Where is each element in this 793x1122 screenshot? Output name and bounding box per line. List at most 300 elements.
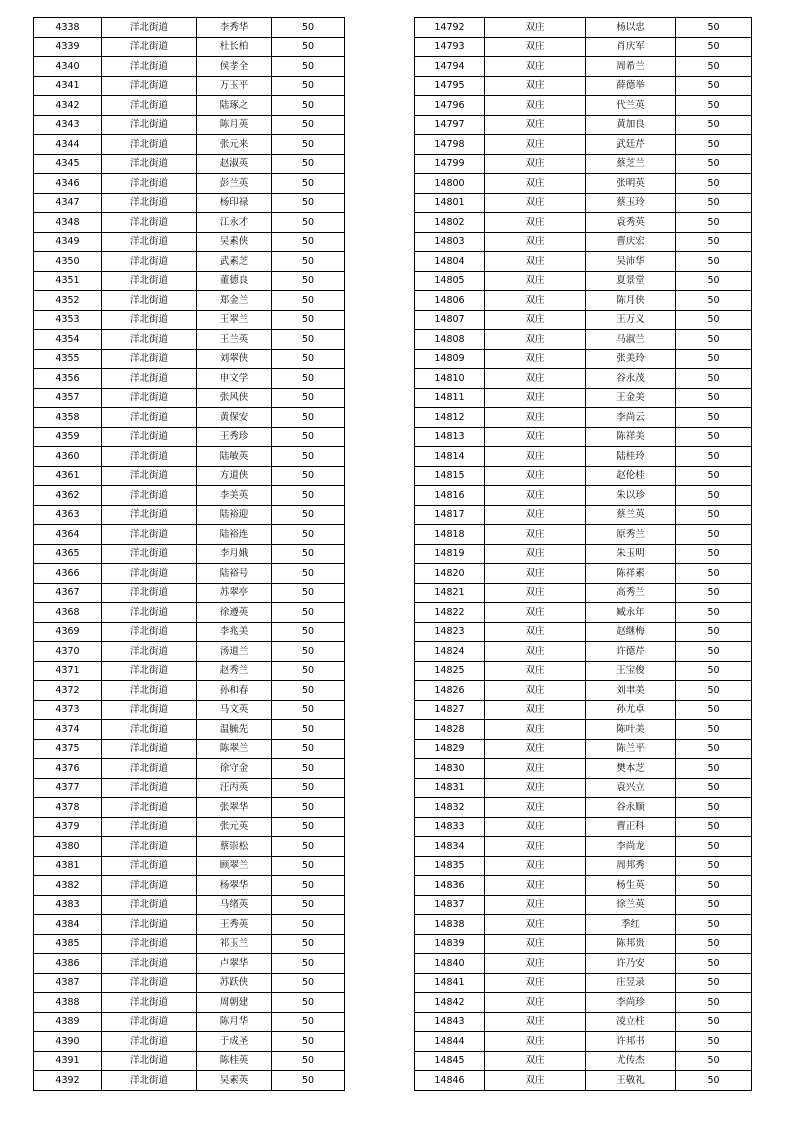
location-cell: 洋北街道	[102, 466, 197, 486]
name-cell: 徐遵英	[197, 603, 272, 623]
name-cell: 徐守金	[197, 759, 272, 779]
serial-cell: 4349	[34, 232, 102, 252]
serial-cell: 4390	[34, 1032, 102, 1052]
table-row	[415, 915, 752, 935]
serial-cell: 4386	[34, 954, 102, 974]
location-cell: 双庄	[485, 681, 586, 701]
table-row	[34, 603, 345, 623]
amount-cell: 50	[676, 174, 752, 194]
serial-cell: 14799	[415, 154, 485, 174]
location-cell: 洋北街道	[102, 115, 197, 135]
table-row	[34, 408, 345, 428]
serial-cell: 4384	[34, 915, 102, 935]
location-cell: 双庄	[485, 583, 586, 603]
name-cell: 张风侠	[197, 388, 272, 408]
amount-cell: 50	[676, 18, 752, 38]
table-row	[34, 486, 345, 506]
amount-cell: 50	[272, 115, 345, 135]
name-cell: 王宝俊	[586, 661, 676, 681]
table-row	[415, 37, 752, 57]
location-cell: 洋北街道	[102, 837, 197, 857]
amount-cell: 50	[272, 739, 345, 759]
table-row	[415, 505, 752, 525]
amount-cell: 50	[272, 915, 345, 935]
table-row	[415, 973, 752, 993]
location-cell: 双庄	[485, 876, 586, 896]
amount-cell: 50	[272, 798, 345, 818]
serial-cell: 4389	[34, 1012, 102, 1032]
location-cell: 双庄	[485, 856, 586, 876]
name-cell: 董德良	[197, 271, 272, 291]
amount-cell: 50	[676, 213, 752, 233]
name-cell: 马绪英	[197, 895, 272, 915]
name-cell: 陈月英	[197, 115, 272, 135]
table-row	[34, 798, 345, 818]
table-row	[415, 583, 752, 603]
table-row	[415, 642, 752, 662]
name-cell: 武素芝	[197, 252, 272, 272]
serial-cell: 4383	[34, 895, 102, 915]
location-cell: 双庄	[485, 837, 586, 857]
table-row	[415, 135, 752, 155]
name-cell: 季红	[586, 915, 676, 935]
amount-cell: 50	[272, 57, 345, 77]
table-row	[34, 57, 345, 77]
location-cell: 双庄	[485, 973, 586, 993]
location-cell: 双庄	[485, 57, 586, 77]
location-cell: 双庄	[485, 18, 586, 38]
amount-cell: 50	[272, 583, 345, 603]
amount-cell: 50	[676, 837, 752, 857]
table-row	[415, 895, 752, 915]
name-cell: 苏翠亭	[197, 583, 272, 603]
amount-cell: 50	[272, 427, 345, 447]
name-cell: 周朝建	[197, 993, 272, 1013]
name-cell: 卢翠华	[197, 954, 272, 974]
table-row	[34, 232, 345, 252]
name-cell: 蔡崇松	[197, 837, 272, 857]
location-cell: 双庄	[485, 720, 586, 740]
amount-cell: 50	[272, 330, 345, 350]
amount-cell: 50	[676, 193, 752, 213]
table-row	[34, 310, 345, 330]
location-cell: 双庄	[485, 427, 586, 447]
name-cell: 侯孝全	[197, 57, 272, 77]
location-cell: 洋北街道	[102, 252, 197, 272]
amount-cell: 50	[676, 76, 752, 96]
table-row	[415, 447, 752, 467]
name-cell: 赵继梅	[586, 622, 676, 642]
amount-cell: 50	[676, 876, 752, 896]
serial-cell: 4362	[34, 486, 102, 506]
location-cell: 洋北街道	[102, 759, 197, 779]
serial-cell: 14826	[415, 681, 485, 701]
amount-cell: 50	[676, 603, 752, 623]
amount-cell: 50	[272, 369, 345, 389]
serial-cell: 14809	[415, 349, 485, 369]
name-cell: 蔡兰英	[586, 505, 676, 525]
amount-cell: 50	[272, 388, 345, 408]
serial-cell: 4348	[34, 213, 102, 233]
serial-cell: 14824	[415, 642, 485, 662]
location-cell: 洋北街道	[102, 525, 197, 545]
amount-cell: 50	[676, 388, 752, 408]
amount-cell: 50	[676, 135, 752, 155]
name-cell: 汪丙英	[197, 778, 272, 798]
table-row	[34, 934, 345, 954]
name-cell: 许德芹	[586, 642, 676, 662]
name-cell: 温毓先	[197, 720, 272, 740]
table-row	[415, 544, 752, 564]
serial-cell: 4377	[34, 778, 102, 798]
amount-cell: 50	[676, 447, 752, 467]
location-cell: 洋北街道	[102, 915, 197, 935]
serial-cell: 14845	[415, 1051, 485, 1071]
table-row	[34, 18, 345, 38]
serial-cell: 14837	[415, 895, 485, 915]
location-cell: 洋北街道	[102, 720, 197, 740]
location-cell: 洋北街道	[102, 583, 197, 603]
location-cell: 双庄	[485, 603, 586, 623]
location-cell: 洋北街道	[102, 993, 197, 1013]
amount-cell: 50	[272, 564, 345, 584]
location-cell: 双庄	[485, 661, 586, 681]
name-cell: 夏景堂	[586, 271, 676, 291]
location-cell: 洋北街道	[102, 388, 197, 408]
name-cell: 李兆美	[197, 622, 272, 642]
serial-cell: 14807	[415, 310, 485, 330]
name-cell: 杜长柏	[197, 37, 272, 57]
serial-cell: 14832	[415, 798, 485, 818]
location-cell: 洋北街道	[102, 505, 197, 525]
table-row	[34, 349, 345, 369]
amount-cell: 50	[272, 271, 345, 291]
table-row	[34, 993, 345, 1013]
roster-table-right-body	[415, 18, 752, 1091]
serial-cell: 14821	[415, 583, 485, 603]
name-cell: 庄昱录	[586, 973, 676, 993]
location-cell: 双庄	[485, 291, 586, 311]
amount-cell: 50	[272, 213, 345, 233]
amount-cell: 50	[676, 369, 752, 389]
amount-cell: 50	[272, 720, 345, 740]
serial-cell: 4357	[34, 388, 102, 408]
amount-cell: 50	[676, 525, 752, 545]
amount-cell: 50	[272, 934, 345, 954]
amount-cell: 50	[272, 291, 345, 311]
amount-cell: 50	[272, 700, 345, 720]
serial-cell: 4387	[34, 973, 102, 993]
amount-cell: 50	[676, 1071, 752, 1091]
location-cell: 双庄	[485, 330, 586, 350]
table-row	[34, 622, 345, 642]
table-row	[415, 720, 752, 740]
serial-cell: 4364	[34, 525, 102, 545]
location-cell: 双庄	[485, 954, 586, 974]
name-cell: 黄加良	[586, 115, 676, 135]
table-row	[415, 1051, 752, 1071]
serial-cell: 14793	[415, 37, 485, 57]
name-cell: 赵淑英	[197, 154, 272, 174]
table-row	[34, 213, 345, 233]
name-cell: 陈叶美	[586, 720, 676, 740]
location-cell: 双庄	[485, 817, 586, 837]
table-row	[34, 895, 345, 915]
amount-cell: 50	[272, 622, 345, 642]
table-row	[34, 915, 345, 935]
name-cell: 陈祥美	[586, 427, 676, 447]
table-row	[34, 1012, 345, 1032]
table-row	[34, 447, 345, 467]
location-cell: 洋北街道	[102, 973, 197, 993]
amount-cell: 50	[676, 622, 752, 642]
amount-cell: 50	[272, 135, 345, 155]
name-cell: 谷永茂	[586, 369, 676, 389]
amount-cell: 50	[676, 57, 752, 77]
serial-cell: 14842	[415, 993, 485, 1013]
name-cell: 陆裕迎	[197, 505, 272, 525]
table-row	[34, 856, 345, 876]
name-cell: 张翠华	[197, 798, 272, 818]
name-cell: 孙和春	[197, 681, 272, 701]
serial-cell: 4365	[34, 544, 102, 564]
amount-cell: 50	[676, 291, 752, 311]
name-cell: 王秀珍	[197, 427, 272, 447]
amount-cell: 50	[272, 174, 345, 194]
name-cell: 江永才	[197, 213, 272, 233]
serial-cell: 14814	[415, 447, 485, 467]
amount-cell: 50	[676, 583, 752, 603]
amount-cell: 50	[272, 544, 345, 564]
name-cell: 张明英	[586, 174, 676, 194]
amount-cell: 50	[272, 1051, 345, 1071]
amount-cell: 50	[272, 1032, 345, 1052]
location-cell: 双庄	[485, 915, 586, 935]
name-cell: 李尚龙	[586, 837, 676, 857]
amount-cell: 50	[272, 486, 345, 506]
table-row	[415, 213, 752, 233]
table-row	[34, 291, 345, 311]
serial-cell: 14839	[415, 934, 485, 954]
amount-cell: 50	[676, 720, 752, 740]
table-row	[415, 856, 752, 876]
name-cell: 申文学	[197, 369, 272, 389]
name-cell: 周希兰	[586, 57, 676, 77]
table-row	[34, 115, 345, 135]
serial-cell: 4345	[34, 154, 102, 174]
serial-cell: 4347	[34, 193, 102, 213]
table-row	[415, 76, 752, 96]
name-cell: 原秀兰	[586, 525, 676, 545]
location-cell: 洋北街道	[102, 213, 197, 233]
table-row	[34, 1071, 345, 1091]
table-row	[415, 700, 752, 720]
name-cell: 陆桂玲	[586, 447, 676, 467]
amount-cell: 50	[272, 954, 345, 974]
name-cell: 陆裕号	[197, 564, 272, 584]
serial-cell: 14816	[415, 486, 485, 506]
name-cell: 赵秀兰	[197, 661, 272, 681]
serial-cell: 14813	[415, 427, 485, 447]
serial-cell: 4380	[34, 837, 102, 857]
amount-cell: 50	[272, 349, 345, 369]
amount-cell: 50	[676, 798, 752, 818]
table-row	[34, 369, 345, 389]
serial-cell: 4382	[34, 876, 102, 896]
location-cell: 洋北街道	[102, 876, 197, 896]
name-cell: 王金美	[586, 388, 676, 408]
amount-cell: 50	[676, 778, 752, 798]
location-cell: 洋北街道	[102, 739, 197, 759]
serial-cell: 14800	[415, 174, 485, 194]
serial-cell: 4370	[34, 642, 102, 662]
serial-cell: 14828	[415, 720, 485, 740]
table-row	[34, 37, 345, 57]
location-cell: 洋北街道	[102, 349, 197, 369]
serial-cell: 4340	[34, 57, 102, 77]
serial-cell: 4372	[34, 681, 102, 701]
location-cell: 双庄	[485, 96, 586, 116]
name-cell: 李尚云	[586, 408, 676, 428]
amount-cell: 50	[676, 700, 752, 720]
amount-cell: 50	[676, 934, 752, 954]
location-cell: 双庄	[485, 232, 586, 252]
name-cell: 张美玲	[586, 349, 676, 369]
name-cell: 陈月华	[197, 1012, 272, 1032]
amount-cell: 50	[676, 349, 752, 369]
location-cell: 洋北街道	[102, 76, 197, 96]
amount-cell: 50	[676, 310, 752, 330]
serial-cell: 14804	[415, 252, 485, 272]
amount-cell: 50	[676, 915, 752, 935]
table-row	[34, 876, 345, 896]
amount-cell: 50	[272, 895, 345, 915]
serial-cell: 14843	[415, 1012, 485, 1032]
location-cell: 双庄	[485, 193, 586, 213]
location-cell: 双庄	[485, 993, 586, 1013]
name-cell: 蔡芝兰	[586, 154, 676, 174]
name-cell: 臧永年	[586, 603, 676, 623]
amount-cell: 50	[676, 115, 752, 135]
location-cell: 双庄	[485, 525, 586, 545]
table-row	[415, 115, 752, 135]
serial-cell: 14810	[415, 369, 485, 389]
amount-cell: 50	[676, 154, 752, 174]
serial-cell: 4385	[34, 934, 102, 954]
amount-cell: 50	[272, 778, 345, 798]
name-cell: 陈月侠	[586, 291, 676, 311]
serial-cell: 14846	[415, 1071, 485, 1091]
location-cell: 洋北街道	[102, 408, 197, 428]
name-cell: 于成圣	[197, 1032, 272, 1052]
table-row	[415, 57, 752, 77]
table-row	[415, 310, 752, 330]
serial-cell: 4388	[34, 993, 102, 1013]
name-cell: 马淑兰	[586, 330, 676, 350]
serial-cell: 4350	[34, 252, 102, 272]
serial-cell: 14798	[415, 135, 485, 155]
table-row	[415, 1071, 752, 1091]
amount-cell: 50	[676, 408, 752, 428]
name-cell: 曹正科	[586, 817, 676, 837]
serial-cell: 14825	[415, 661, 485, 681]
table-row	[415, 759, 752, 779]
serial-cell: 4338	[34, 18, 102, 38]
table-row	[34, 681, 345, 701]
table-row	[415, 291, 752, 311]
name-cell: 薛德举	[586, 76, 676, 96]
amount-cell: 50	[676, 96, 752, 116]
location-cell: 洋北街道	[102, 681, 197, 701]
serial-cell: 14815	[415, 466, 485, 486]
name-cell: 王秀英	[197, 915, 272, 935]
table-row	[415, 388, 752, 408]
location-cell: 洋北街道	[102, 817, 197, 837]
table-row	[34, 973, 345, 993]
location-cell: 洋北街道	[102, 232, 197, 252]
name-cell: 马文英	[197, 700, 272, 720]
amount-cell: 50	[272, 817, 345, 837]
table-row	[34, 330, 345, 350]
amount-cell: 50	[272, 603, 345, 623]
table-row	[34, 564, 345, 584]
amount-cell: 50	[272, 973, 345, 993]
location-cell: 洋北街道	[102, 700, 197, 720]
serial-cell: 14831	[415, 778, 485, 798]
amount-cell: 50	[676, 466, 752, 486]
serial-cell: 4376	[34, 759, 102, 779]
amount-cell: 50	[272, 642, 345, 662]
amount-cell: 50	[676, 252, 752, 272]
serial-cell: 14823	[415, 622, 485, 642]
table-row	[34, 817, 345, 837]
location-cell: 洋北街道	[102, 57, 197, 77]
location-cell: 双庄	[485, 174, 586, 194]
name-cell: 孙尤卓	[586, 700, 676, 720]
serial-cell: 4368	[34, 603, 102, 623]
amount-cell: 50	[272, 525, 345, 545]
location-cell: 双庄	[485, 349, 586, 369]
table-row	[415, 993, 752, 1013]
amount-cell: 50	[676, 993, 752, 1013]
name-cell: 朱玉明	[586, 544, 676, 564]
location-cell: 双庄	[485, 700, 586, 720]
location-cell: 洋北街道	[102, 135, 197, 155]
serial-cell: 14835	[415, 856, 485, 876]
table-row	[34, 525, 345, 545]
amount-cell: 50	[272, 993, 345, 1013]
location-cell: 洋北街道	[102, 954, 197, 974]
location-cell: 洋北街道	[102, 564, 197, 584]
table-row	[415, 369, 752, 389]
table-row	[34, 252, 345, 272]
serial-cell: 14792	[415, 18, 485, 38]
location-cell: 双庄	[485, 778, 586, 798]
location-cell: 双庄	[485, 1032, 586, 1052]
location-cell: 双庄	[485, 1051, 586, 1071]
serial-cell: 14838	[415, 915, 485, 935]
amount-cell: 50	[272, 876, 345, 896]
table-row	[34, 1032, 345, 1052]
table-row	[415, 1032, 752, 1052]
location-cell: 双庄	[485, 544, 586, 564]
location-cell: 洋北街道	[102, 330, 197, 350]
amount-cell: 50	[676, 954, 752, 974]
serial-cell: 4344	[34, 135, 102, 155]
table-row	[415, 96, 752, 116]
location-cell: 洋北街道	[102, 193, 197, 213]
roster-table-left-body	[34, 18, 345, 1091]
